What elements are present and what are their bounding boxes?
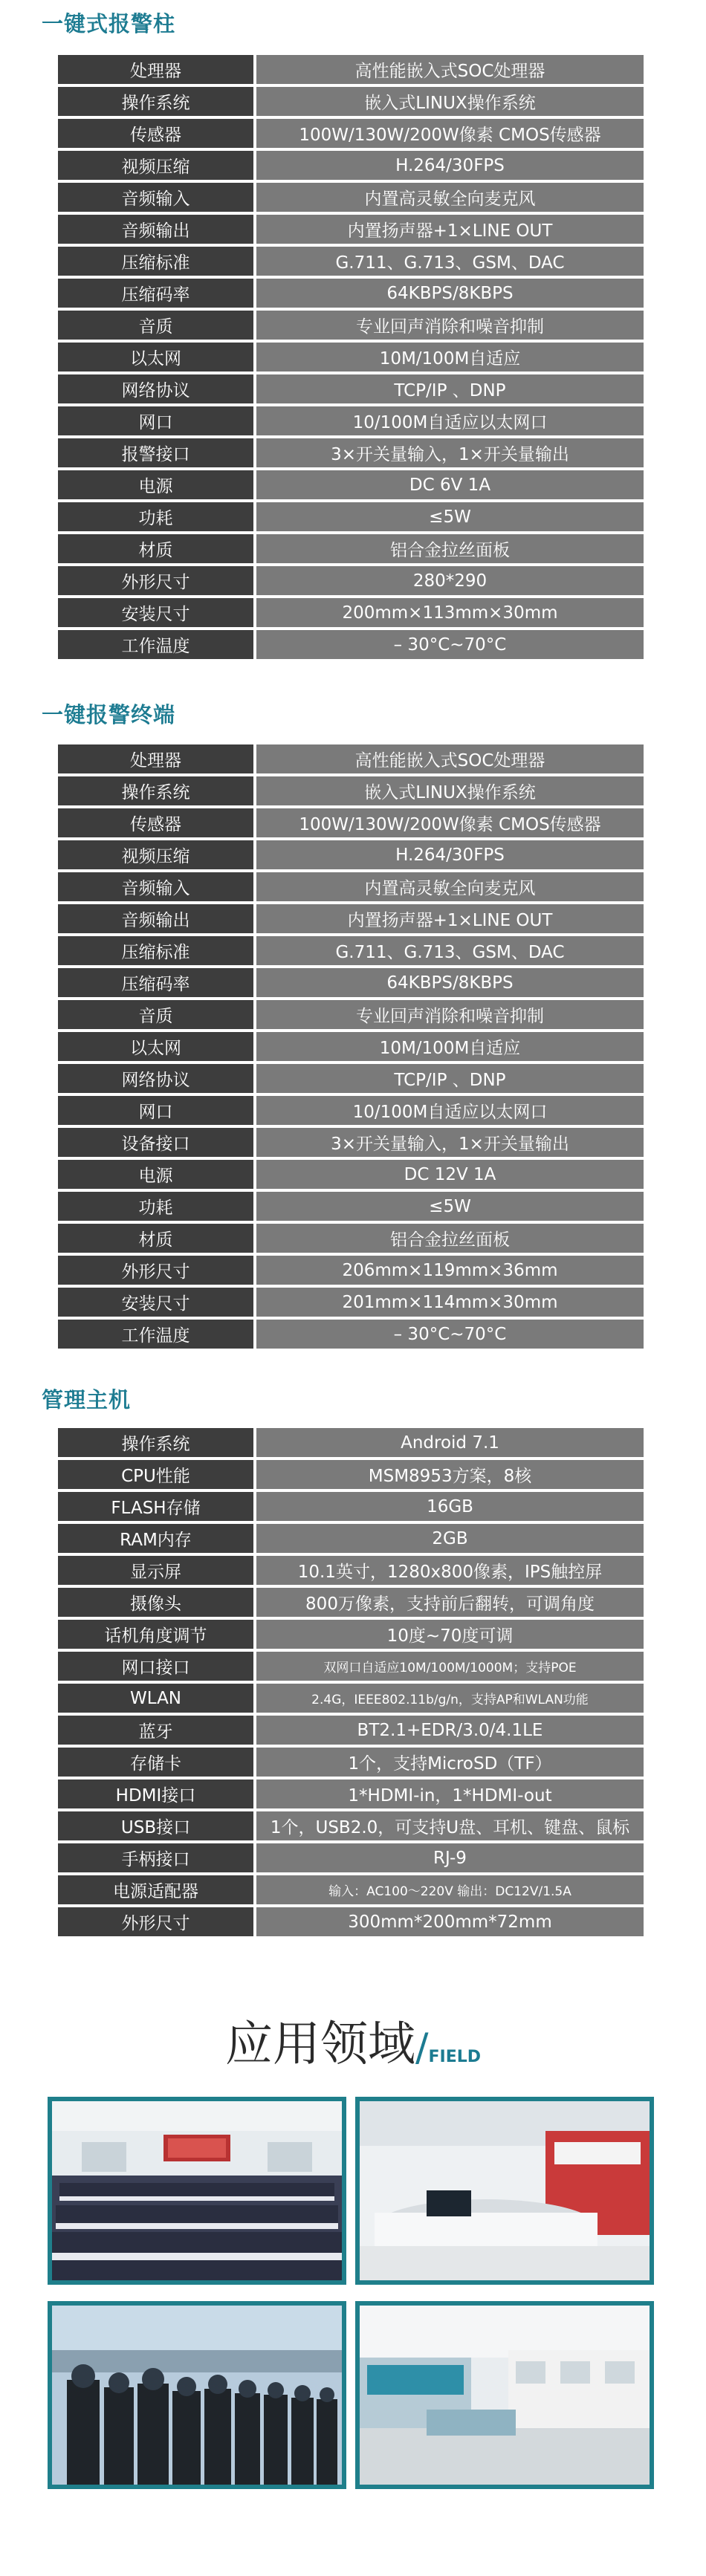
spec-key: 电源适配器: [58, 1875, 256, 1904]
spec-value: 2.4G，IEEE802.11b/g/n，支持AP和WLAN功能: [256, 1684, 644, 1713]
spec-key: FLASH存储: [58, 1492, 256, 1521]
spec-value: 10/100M自适应以太网口: [256, 1096, 644, 1125]
spec-row: [58, 776, 644, 805]
photo-service-hall: [355, 2097, 654, 2285]
photo-auditorium-assembly: [48, 2097, 346, 2285]
spec-key: 网口: [58, 1096, 256, 1125]
spec-key: 以太网: [58, 1032, 256, 1061]
spec-row: [58, 1492, 644, 1521]
spec-key: 处理器: [58, 744, 256, 773]
photo-hospital-lobby: [355, 2301, 654, 2489]
spec-value: 10/100M自适应以太网口: [256, 406, 644, 435]
section-title-management-host: 管理主机: [42, 1387, 132, 1412]
spec-row: [58, 1032, 644, 1061]
field-title-en: FIELD: [428, 2048, 482, 2066]
spec-key: 网口: [58, 406, 256, 435]
spec-key: 外形尺寸: [58, 1256, 256, 1285]
spec-row: [58, 1320, 644, 1349]
spec-row: [58, 1556, 644, 1585]
spec-key: 功耗: [58, 1192, 256, 1221]
spec-row: [58, 904, 644, 933]
spec-key: 操作系统: [58, 776, 256, 805]
spec-key: 电源: [58, 1160, 256, 1189]
spec-row: [58, 1652, 644, 1681]
spec-value: G.711、G.713、GSM、DAC: [256, 247, 644, 276]
spec-value: G.711、G.713、GSM、DAC: [256, 936, 644, 965]
spec-key: 音频输入: [58, 872, 256, 901]
spec-row: [58, 343, 644, 372]
spec-key: 报警接口: [58, 438, 256, 467]
spec-key: 音质: [58, 311, 256, 340]
spec-row: [58, 1875, 644, 1904]
spec-key: 安装尺寸: [58, 1288, 256, 1317]
spec-value: H.264/30FPS: [256, 840, 644, 869]
spec-row: [58, 374, 644, 403]
spec-value: MSM8953方案，8核: [256, 1460, 644, 1489]
spec-value: TCP/IP 、DNP: [256, 1064, 644, 1093]
spec-row: [58, 215, 644, 244]
spec-key: 压缩码率: [58, 279, 256, 308]
spec-value: 双网口自适应10M/100M/1000M；支持POE: [256, 1652, 644, 1681]
spec-value: 10M/100M自适应: [256, 343, 644, 372]
spec-row: [58, 1064, 644, 1093]
spec-key: 电源: [58, 470, 256, 499]
spec-value: 100W/130W/200W像素 CMOS传感器: [256, 119, 644, 148]
spec-row: [58, 566, 644, 595]
spec-row: [58, 1428, 644, 1457]
spec-row: [58, 438, 644, 467]
spec-row: [58, 630, 644, 659]
spec-value: 64KBPS/8KBPS: [256, 968, 644, 997]
spec-row: [58, 1224, 644, 1253]
spec-row: [58, 1811, 644, 1840]
spec-key: 处理器: [58, 55, 256, 84]
spec-key: HDMI接口: [58, 1779, 256, 1808]
spec-key: 材质: [58, 1224, 256, 1253]
spec-row: [58, 279, 644, 308]
spec-value: ≤5W: [256, 1192, 644, 1221]
spec-value: 10M/100M自适应: [256, 1032, 644, 1061]
photo-security-guards: [48, 2301, 346, 2489]
field-heading: [0, 2006, 706, 2074]
spec-key: 压缩标准: [58, 936, 256, 965]
spec-row: [58, 1843, 644, 1872]
spec-key: 外形尺寸: [58, 566, 256, 595]
spec-key: 压缩码率: [58, 968, 256, 997]
spec-row: [58, 1748, 644, 1777]
spec-key: 传感器: [58, 808, 256, 837]
spec-value: TCP/IP 、DNP: [256, 374, 644, 403]
spec-key: 压缩标准: [58, 247, 256, 276]
spec-row: [58, 1620, 644, 1649]
spec-value: 嵌入式LINUX操作系统: [256, 776, 644, 805]
spec-value: Android 7.1: [256, 1428, 644, 1457]
spec-row: [58, 502, 644, 531]
spec-key: 视频压缩: [58, 840, 256, 869]
spec-row: [58, 1000, 644, 1029]
spec-value: DC 12V 1A: [256, 1160, 644, 1189]
spec-row: [58, 936, 644, 965]
spec-row: [58, 872, 644, 901]
spec-key: 音频输出: [58, 215, 256, 244]
spec-value: 3×开关量输入，1×开关量输出: [256, 1128, 644, 1157]
spec-row: [58, 183, 644, 212]
spec-value: BT2.1+EDR/3.0/4.1LE: [256, 1716, 644, 1745]
spec-table-alarm-terminal: [58, 742, 644, 1352]
spec-value: 高性能嵌入式SOC处理器: [256, 55, 644, 84]
spec-row: [58, 119, 644, 148]
spec-value: 100W/130W/200W像素 CMOS传感器: [256, 808, 644, 837]
spec-key: 工作温度: [58, 630, 256, 659]
spec-key: 网络协议: [58, 374, 256, 403]
spec-row: [58, 1192, 644, 1221]
spec-row: [58, 1288, 644, 1317]
spec-key: CPU性能: [58, 1460, 256, 1489]
spec-row: [58, 55, 644, 84]
spec-value: 10度~70度可调: [256, 1620, 644, 1649]
spec-row: [58, 808, 644, 837]
spec-table-alarm-pillar: [58, 52, 644, 662]
spec-row: [58, 534, 644, 563]
spec-key: 传感器: [58, 119, 256, 148]
spec-key: 工作温度: [58, 1320, 256, 1349]
spec-key: 音频输入: [58, 183, 256, 212]
spec-key: 显示屏: [58, 1556, 256, 1585]
spec-row: [58, 247, 644, 276]
spec-value: 3×开关量输入，1×开关量输出: [256, 438, 644, 467]
spec-value: 1个，USB2.0，可支持U盘、耳机、键盘、鼠标: [256, 1811, 644, 1840]
spec-key: 以太网: [58, 343, 256, 372]
spec-row: [58, 1907, 644, 1936]
spec-key: 网络协议: [58, 1064, 256, 1093]
spec-value: 800万像素，支持前后翻转，可调角度: [256, 1588, 644, 1617]
spec-value: 2GB: [256, 1524, 644, 1553]
spec-key: 摄像头: [58, 1588, 256, 1617]
spec-row: [58, 1779, 644, 1808]
spec-key: WLAN: [58, 1684, 256, 1713]
spec-row: [58, 744, 644, 773]
spec-row: [58, 1256, 644, 1285]
spec-value: 专业回声消除和噪音抑制: [256, 1000, 644, 1029]
spec-key: 功耗: [58, 502, 256, 531]
spec-value: – 30°C~70°C: [256, 630, 644, 659]
spec-row: [58, 1160, 644, 1189]
spec-table-management-host: [58, 1425, 644, 1939]
spec-value: 输入：AC100～220V 输出：DC12V/1.5A: [256, 1875, 644, 1904]
spec-value: 内置扬声器+1×LINE OUT: [256, 215, 644, 244]
spec-key: 蓝牙: [58, 1716, 256, 1745]
spec-value: 64KBPS/8KBPS: [256, 279, 644, 308]
spec-row: [58, 1684, 644, 1713]
spec-key: 视频压缩: [58, 151, 256, 180]
spec-row: [58, 598, 644, 627]
spec-value: 高性能嵌入式SOC处理器: [256, 744, 644, 773]
spec-key: 安装尺寸: [58, 598, 256, 627]
spec-key: 音频输出: [58, 904, 256, 933]
spec-key: USB接口: [58, 1811, 256, 1840]
spec-key: 操作系统: [58, 1428, 256, 1457]
spec-value: – 30°C~70°C: [256, 1320, 644, 1349]
spec-key: 话机角度调节: [58, 1620, 256, 1649]
spec-value: 1个，支持MicroSD（TF）: [256, 1748, 644, 1777]
spec-value: 1*HDMI-in，1*HDMI-out: [256, 1779, 644, 1808]
spec-row: [58, 87, 644, 116]
spec-value: 201mm×114mm×30mm: [256, 1288, 644, 1317]
spec-value: 280*290: [256, 566, 644, 595]
spec-row: [58, 1460, 644, 1489]
spec-key: RAM内存: [58, 1524, 256, 1553]
spec-value: 200mm×113mm×30mm: [256, 598, 644, 627]
spec-key: 设备接口: [58, 1128, 256, 1157]
spec-row: [58, 968, 644, 997]
spec-value: 300mm*200mm*72mm: [256, 1907, 644, 1936]
spec-value: 铝合金拉丝面板: [256, 534, 644, 563]
spec-value: 10.1英寸，1280x800像素，IPS触控屏: [256, 1556, 644, 1585]
spec-key: 手柄接口: [58, 1843, 256, 1872]
spec-value: 专业回声消除和噪音抑制: [256, 311, 644, 340]
spec-row: [58, 1588, 644, 1617]
spec-value: H.264/30FPS: [256, 151, 644, 180]
spec-row: [58, 1524, 644, 1553]
spec-value: 16GB: [256, 1492, 644, 1521]
field-title-cn: 应用领域: [224, 2017, 415, 2072]
spec-row: [58, 406, 644, 435]
spec-key: 材质: [58, 534, 256, 563]
spec-key: 存储卡: [58, 1748, 256, 1777]
spec-value: ≤5W: [256, 502, 644, 531]
spec-value: RJ-9: [256, 1843, 644, 1872]
spec-row: [58, 311, 644, 340]
spec-row: [58, 1096, 644, 1125]
spec-value: 内置高灵敏全向麦克风: [256, 183, 644, 212]
section-title-alarm-terminal: 一键报警终端: [42, 702, 176, 727]
spec-key: 音质: [58, 1000, 256, 1029]
spec-value: 嵌入式LINUX操作系统: [256, 87, 644, 116]
spec-key: 操作系统: [58, 87, 256, 116]
spec-value: DC 6V 1A: [256, 470, 644, 499]
spec-row: [58, 470, 644, 499]
spec-value: 206mm×119mm×36mm: [256, 1256, 644, 1285]
spec-row: [58, 1716, 644, 1745]
spec-row: [58, 1128, 644, 1157]
spec-value: 内置扬声器+1×LINE OUT: [256, 904, 644, 933]
spec-value: 内置高灵敏全向麦克风: [256, 872, 644, 901]
spec-key: 网口接口: [58, 1652, 256, 1681]
spec-row: [58, 151, 644, 180]
spec-row: [58, 840, 644, 869]
field-title-slash: /: [415, 2025, 429, 2070]
spec-key: 外形尺寸: [58, 1907, 256, 1936]
section-title-alarm-pillar: 一键式报警柱: [42, 11, 176, 36]
spec-value: 铝合金拉丝面板: [256, 1224, 644, 1253]
